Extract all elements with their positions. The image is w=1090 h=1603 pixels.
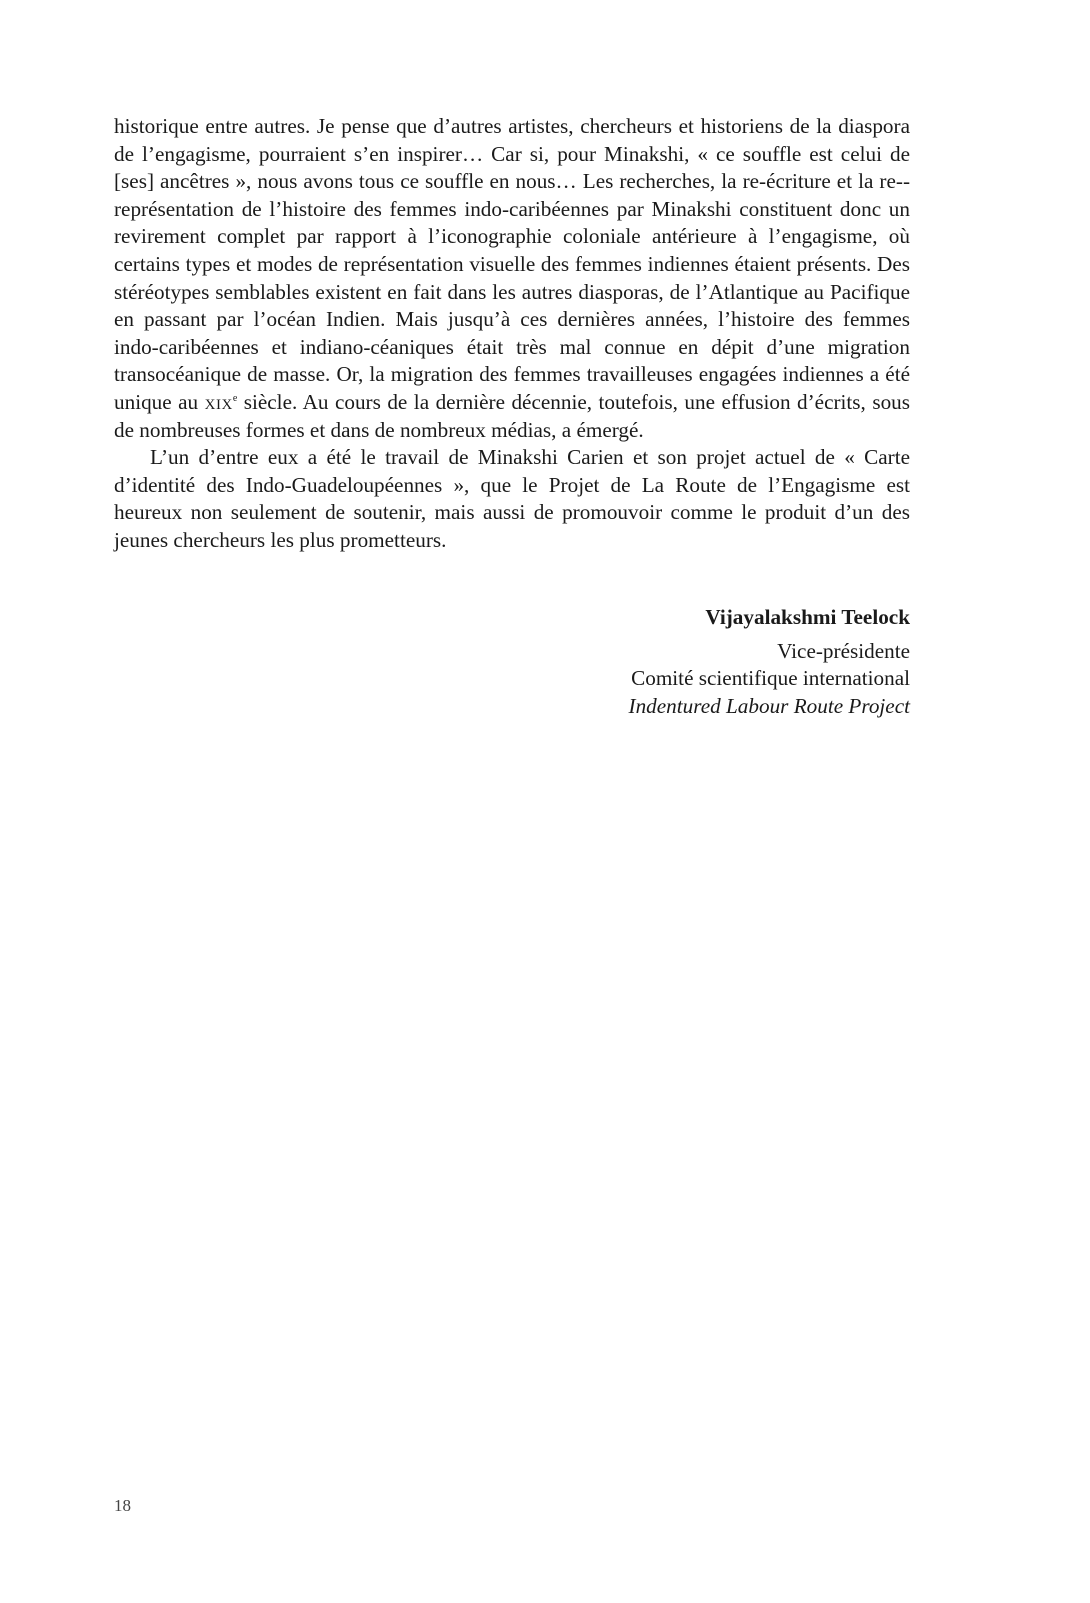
paragraph-1-text: historique entre autres. Je pense que d’autres artistes, chercheurs et historiens de la diaspora de l’engagisme, pourraient s’en inspirer… Car si, pour Minakshi, « ce souffle est celui de [ses] ancêtres », nous avons tous ce souffle en nous… Les recherches, la re-écriture et la re-représentation de l’histoire des femmes indo-caribéennes par Minakshi constituent donc un revirement complet par rapport à l’iconographie coloniale antérieure à l’engagisme, où certains types et modes de représentation visuelle des femmes indiennes étaient présents. Des stéréotypes semblables existent en fait dans les autres diasporas, de l’Atlantique au Pacifique en passant par l’océan Indien. Mais jusqu’à ces dernières années, l’histoire des femmes indo-caribéennes et indiano-céaniques était très mal connue en dépit d’une migration transocéanique de masse. Or, la migration des femmes travailleuses engagées indiennes a été unique au [114, 114, 910, 414]
author-committee: Comité scientifique international [631, 666, 910, 691]
paragraph-1-end-text: siècle. Au cours de la dernière décennie, toutefois, une effusion d’écrits, sous de nombreuses formes et dans de nombreux médias, a émergé. [114, 389, 911, 442]
author-role: Vice-présidente [777, 638, 910, 663]
signature-block [629, 604, 910, 720]
page-number: 18 [114, 1496, 131, 1515]
century-numeral: xix [204, 389, 233, 414]
paragraph-2: L’un d’entre eux a été le travail de Minakshi Carien et son projet actuel de « Carte d’identité des Indo-Guadeloupéennes », que le Projet de La Route de l’Engagisme est heureux non seulement de soutenir, mais aussi de promouvoir comme le produit d’un des jeunes chercheurs les plus prometteurs. [114, 445, 910, 552]
author-name: Vijayalakshmi Teelock [705, 605, 910, 629]
author-project: Indentured Labour Route Project [628, 693, 910, 718]
century-superscript: e [232, 392, 238, 404]
body-text [114, 113, 910, 555]
paragraph-1 [114, 113, 910, 444]
